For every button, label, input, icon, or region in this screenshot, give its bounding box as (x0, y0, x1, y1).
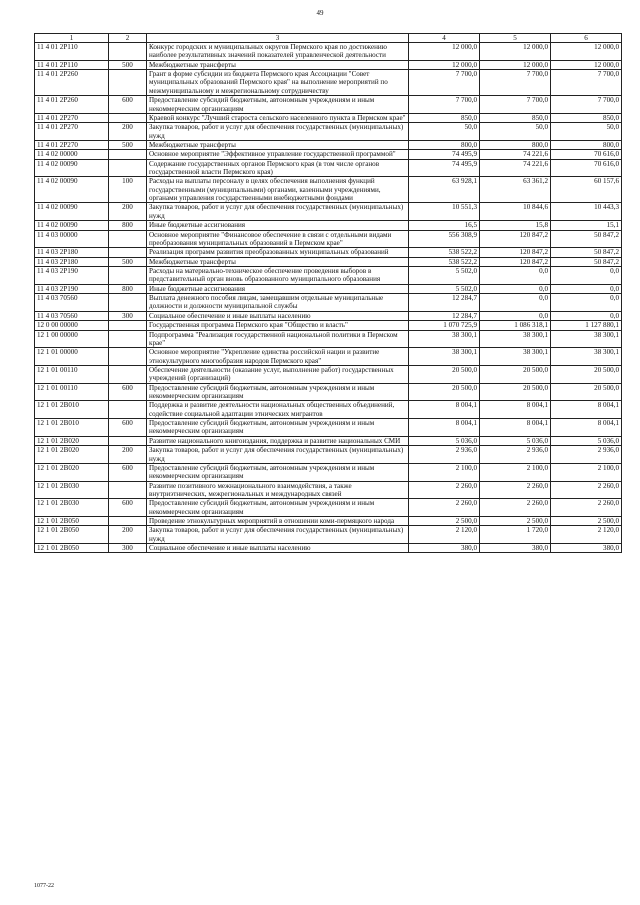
column-header: 4 (409, 34, 480, 43)
row-code: 11 4 03 70560 (35, 311, 109, 320)
table-row (35, 294, 622, 312)
row-value-col4: 63 928,1 (409, 177, 480, 203)
row-description: Поддержка и развитие деятельности национальных общественных объединений, содействие социальной адаптации этнических мигрантов (147, 401, 409, 419)
row-value-col6: 7 700,0 (551, 96, 622, 114)
row-expense-type: 600 (109, 499, 147, 517)
row-value-col4: 50,0 (409, 123, 480, 141)
row-value-col6: 2 100,0 (551, 463, 622, 481)
footer-code: 1077-22 (34, 883, 54, 889)
row-description: Обеспечение деятельности (оказание услуг, выполнение работ) государственных учреждений (организаций) (147, 365, 409, 383)
row-value-col4: 2 100,0 (409, 463, 480, 481)
row-value-col4: 38 300,1 (409, 330, 480, 348)
row-value-col6: 380,0 (551, 544, 622, 553)
row-expense-type (109, 401, 147, 419)
row-expense-type: 100 (109, 177, 147, 203)
row-value-col4: 538 522,2 (409, 248, 480, 257)
row-value-col4: 38 300,1 (409, 348, 480, 366)
row-value-col6: 800,0 (551, 140, 622, 149)
table-row (35, 221, 622, 230)
row-code: 11 4 03 2Р190 (35, 266, 109, 284)
row-value-col6: 850,0 (551, 113, 622, 122)
row-value-col4: 7 700,0 (409, 96, 480, 114)
row-description: Основное мероприятие "Эффективное управление государственной программой" (147, 150, 409, 159)
row-value-col6: 20 500,0 (551, 365, 622, 383)
row-code: 12 1 01 2В050 (35, 526, 109, 544)
table-row (35, 383, 622, 401)
row-value-col6: 70 616,0 (551, 159, 622, 177)
row-value-col4: 2 936,0 (409, 446, 480, 464)
row-expense-type (109, 266, 147, 284)
row-value-col4: 8 004,1 (409, 419, 480, 437)
row-value-col4: 556 308,9 (409, 230, 480, 248)
row-code: 11 4 01 2Р110 (35, 60, 109, 69)
row-value-col4: 538 522,2 (409, 257, 480, 266)
row-value-col4: 5 502,0 (409, 266, 480, 284)
row-value-col5: 15,8 (480, 221, 551, 230)
row-expense-type: 600 (109, 419, 147, 437)
table-row (35, 446, 622, 464)
row-value-col6: 5 036,0 (551, 436, 622, 445)
row-description: Предоставление субсидий бюджетным, автономным учреждениям и иным некоммерческим организациям (147, 96, 409, 114)
row-value-col4: 7 700,0 (409, 70, 480, 96)
row-value-col4: 2 500,0 (409, 517, 480, 526)
row-value-col4: 5 036,0 (409, 436, 480, 445)
row-value-col4: 800,0 (409, 140, 480, 149)
row-value-col4: 2 260,0 (409, 481, 480, 499)
row-code: 12 0 00 00000 (35, 321, 109, 330)
table-row (35, 526, 622, 544)
row-value-col6: 10 443,3 (551, 203, 622, 221)
row-code: 11 4 02 00090 (35, 177, 109, 203)
table-row (35, 159, 622, 177)
row-code: 12 1 01 2В050 (35, 517, 109, 526)
row-value-col5: 800,0 (480, 140, 551, 149)
table-row (35, 401, 622, 419)
row-expense-type: 500 (109, 257, 147, 266)
row-value-col6: 7 700,0 (551, 70, 622, 96)
table-row (35, 517, 622, 526)
table-row (35, 150, 622, 159)
table-row (35, 230, 622, 248)
row-expense-type: 600 (109, 383, 147, 401)
row-expense-type: 500 (109, 140, 147, 149)
row-value-col4: 2 120,0 (409, 526, 480, 544)
row-value-col6: 2 260,0 (551, 481, 622, 499)
table-row (35, 436, 622, 445)
table-row (35, 96, 622, 114)
table-row (35, 203, 622, 221)
row-code: 11 4 01 2Р270 (35, 113, 109, 122)
page-number: 49 (316, 9, 324, 17)
row-value-col6: 0,0 (551, 284, 622, 293)
row-description: Государственная программа Пермского края "Общество и власть" (147, 321, 409, 330)
row-value-col5: 5 036,0 (480, 436, 551, 445)
row-value-col5: 2 260,0 (480, 499, 551, 517)
row-value-col6: 8 004,1 (551, 419, 622, 437)
row-value-col4: 74 495,9 (409, 159, 480, 177)
row-value-col5: 8 004,1 (480, 401, 551, 419)
row-value-col4: 74 495,9 (409, 150, 480, 159)
row-expense-type: 800 (109, 284, 147, 293)
row-value-col5: 7 700,0 (480, 70, 551, 96)
row-value-col4: 5 502,0 (409, 284, 480, 293)
row-code: 11 4 02 00090 (35, 221, 109, 230)
row-code: 12 1 00 00000 (35, 330, 109, 348)
row-expense-type: 200 (109, 446, 147, 464)
row-expense-type (109, 248, 147, 257)
row-expense-type: 300 (109, 544, 147, 553)
row-description: Иные бюджетные ассигнования (147, 221, 409, 230)
table-row (35, 321, 622, 330)
row-value-col5: 2 260,0 (480, 481, 551, 499)
row-code: 11 4 03 00000 (35, 230, 109, 248)
row-code: 12 1 01 2В050 (35, 544, 109, 553)
row-code: 12 1 01 2В030 (35, 499, 109, 517)
row-expense-type: 200 (109, 526, 147, 544)
table-row (35, 419, 622, 437)
row-expense-type: 600 (109, 96, 147, 114)
table-row (35, 499, 622, 517)
row-description: Развитие национального книгоиздания, поддержка и развитие национальных СМИ (147, 436, 409, 445)
row-code: 12 1 01 2В020 (35, 463, 109, 481)
row-value-col5: 1 720,0 (480, 526, 551, 544)
row-value-col6: 2 500,0 (551, 517, 622, 526)
row-code: 12 1 01 2В020 (35, 436, 109, 445)
row-expense-type: 600 (109, 463, 147, 481)
table-row (35, 266, 622, 284)
row-code: 11 4 03 70560 (35, 294, 109, 312)
row-expense-type (109, 159, 147, 177)
row-value-col5: 12 000,0 (480, 60, 551, 69)
row-code: 11 4 01 2Р110 (35, 43, 109, 61)
row-description: Предоставление субсидий бюджетным, автономным учреждениям и иным некоммерческим организациям (147, 383, 409, 401)
table-row (35, 60, 622, 69)
row-code: 11 4 01 2Р260 (35, 96, 109, 114)
row-description: Развитие позитивного межнационального взаимодействия, а также внутриэтнических, межрегиональных и международных связей (147, 481, 409, 499)
row-expense-type (109, 330, 147, 348)
row-value-col5: 120 847,2 (480, 230, 551, 248)
row-value-col6: 70 616,0 (551, 150, 622, 159)
row-description: Закупка товаров, работ и услуг для обеспечения государственных (муниципальных) нужд (147, 123, 409, 141)
row-value-col6: 12 000,0 (551, 60, 622, 69)
row-value-col5: 38 300,1 (480, 348, 551, 366)
row-value-col4: 16,5 (409, 221, 480, 230)
row-description: Проведение этнокультурных мероприятий в отношении коми-пермяцкого народа (147, 517, 409, 526)
row-description: Расходы на выплаты персоналу в целях обеспечения выполнения функций государственными (муниципальными) органами, казенными учреждениями, органами управления государственными внебюджетными фондами (147, 177, 409, 203)
row-value-col6: 2 936,0 (551, 446, 622, 464)
column-header: 3 (147, 34, 409, 43)
row-code: 12 1 01 2В030 (35, 481, 109, 499)
row-value-col5: 120 847,2 (480, 257, 551, 266)
row-description: Краевой конкурс "Лучший староста сельского населенного пункта в Пермском крае" (147, 113, 409, 122)
table-row (35, 123, 622, 141)
row-value-col5: 1 086 318,1 (480, 321, 551, 330)
row-description: Закупка товаров, работ и услуг для обеспечения государственных (муниципальных) нужд (147, 203, 409, 221)
row-code: 11 4 02 00090 (35, 159, 109, 177)
row-expense-type (109, 70, 147, 96)
row-value-col5: 63 361,2 (480, 177, 551, 203)
row-code: 12 1 01 00000 (35, 348, 109, 366)
row-value-col6: 50 847,2 (551, 230, 622, 248)
row-description: Иные бюджетные ассигнования (147, 284, 409, 293)
row-value-col5: 0,0 (480, 284, 551, 293)
row-code: 11 4 03 2Р180 (35, 257, 109, 266)
row-code: 11 4 03 2Р180 (35, 248, 109, 257)
row-expense-type (109, 517, 147, 526)
row-value-col5: 0,0 (480, 294, 551, 312)
row-value-col4: 12 284,7 (409, 294, 480, 312)
row-description: Межбюджетные трансферты (147, 140, 409, 149)
row-value-col4: 12 000,0 (409, 60, 480, 69)
table-row (35, 70, 622, 96)
row-value-col4: 380,0 (409, 544, 480, 553)
row-value-col5: 10 844,6 (480, 203, 551, 221)
row-description: Социальное обеспечение и иные выплаты населению (147, 311, 409, 320)
row-value-col4: 1 070 725,9 (409, 321, 480, 330)
row-value-col6: 38 300,1 (551, 348, 622, 366)
row-description: Основное мероприятие "Укрепление единства российской нации и развитие этнокультурного многообразия народов Пермского края" (147, 348, 409, 366)
row-expense-type (109, 150, 147, 159)
row-value-col4: 12 284,7 (409, 311, 480, 320)
row-value-col5: 0,0 (480, 266, 551, 284)
row-expense-type: 300 (109, 311, 147, 320)
table-row (35, 248, 622, 257)
row-description: Предоставление субсидий бюджетным, автономным учреждениям и иным некоммерческим организациям (147, 463, 409, 481)
row-expense-type (109, 113, 147, 122)
row-value-col6: 8 004,1 (551, 401, 622, 419)
row-description: Закупка товаров, работ и услуг для обеспечения государственных (муниципальных) нужд (147, 526, 409, 544)
table-row (35, 463, 622, 481)
row-code: 11 4 01 2Р270 (35, 123, 109, 141)
row-expense-type (109, 230, 147, 248)
row-value-col5: 8 004,1 (480, 419, 551, 437)
row-value-col5: 850,0 (480, 113, 551, 122)
row-value-col6: 2 260,0 (551, 499, 622, 517)
row-value-col4: 850,0 (409, 113, 480, 122)
row-code: 11 4 02 00090 (35, 203, 109, 221)
budget-table (34, 33, 622, 553)
table-row (35, 544, 622, 553)
row-value-col5: 2 936,0 (480, 446, 551, 464)
row-value-col4: 10 551,3 (409, 203, 480, 221)
row-value-col6: 0,0 (551, 294, 622, 312)
row-description: Предоставление субсидий бюджетным, автономным учреждениям и иным некоммерческим организациям (147, 499, 409, 517)
row-code: 12 1 01 2В010 (35, 419, 109, 437)
row-expense-type: 200 (109, 203, 147, 221)
row-expense-type (109, 481, 147, 499)
row-value-col5: 0,0 (480, 311, 551, 320)
row-value-col5: 74 221,6 (480, 150, 551, 159)
row-value-col6: 20 500,0 (551, 383, 622, 401)
row-value-col5: 38 300,1 (480, 330, 551, 348)
row-value-col5: 2 100,0 (480, 463, 551, 481)
row-value-col6: 50 847,2 (551, 257, 622, 266)
row-expense-type (109, 348, 147, 366)
row-value-col6: 0,0 (551, 266, 622, 284)
table-row (35, 113, 622, 122)
column-header: 5 (480, 34, 551, 43)
row-expense-type (109, 43, 147, 61)
column-header: 2 (109, 34, 147, 43)
row-value-col5: 120 847,2 (480, 248, 551, 257)
row-expense-type (109, 365, 147, 383)
row-expense-type (109, 436, 147, 445)
table-row (35, 330, 622, 348)
table-row (35, 284, 622, 293)
row-code: 11 4 03 2Р190 (35, 284, 109, 293)
row-value-col4: 20 500,0 (409, 365, 480, 383)
row-value-col6: 50 847,2 (551, 248, 622, 257)
row-description: Конкурс городских и муниципальных округов Пермского края по достижению наиболее результативных значений показателей управленческой деятельности (147, 43, 409, 61)
row-description: Социальное обеспечение и иные выплаты населению (147, 544, 409, 553)
row-code: 12 1 01 2В020 (35, 446, 109, 464)
row-code: 11 4 01 2Р270 (35, 140, 109, 149)
row-value-col4: 8 004,1 (409, 401, 480, 419)
row-value-col6: 15,1 (551, 221, 622, 230)
row-description: Расходы на материально-техническое обеспечение проведения выборов в представительный орган вновь образованного муниципального образования (147, 266, 409, 284)
row-value-col5: 20 500,0 (480, 383, 551, 401)
row-value-col5: 74 221,6 (480, 159, 551, 177)
table-row (35, 140, 622, 149)
row-value-col6: 2 120,0 (551, 526, 622, 544)
row-value-col6: 38 300,1 (551, 330, 622, 348)
table-row (35, 481, 622, 499)
row-expense-type (109, 321, 147, 330)
column-header: 6 (551, 34, 622, 43)
row-description: Реализация программ развития преобразованных муниципальных образований (147, 248, 409, 257)
row-expense-type: 800 (109, 221, 147, 230)
row-value-col5: 12 000,0 (480, 43, 551, 61)
row-code: 11 4 01 2Р260 (35, 70, 109, 96)
row-expense-type (109, 294, 147, 312)
table-row (35, 311, 622, 320)
row-value-col4: 2 260,0 (409, 499, 480, 517)
column-header: 1 (35, 34, 109, 43)
table-row (35, 257, 622, 266)
row-description: Закупка товаров, работ и услуг для обеспечения государственных (муниципальных) нужд (147, 446, 409, 464)
row-code: 12 1 01 2В010 (35, 401, 109, 419)
row-value-col6: 12 000,0 (551, 43, 622, 61)
row-description: Грант в форме субсидии из бюджета Пермского края Ассоциации "Совет муниципальных образований Пермского края" на выполнение мероприятий по межмуниципальному и межрегиональному сотрудничеству (147, 70, 409, 96)
row-code: 11 4 02 00000 (35, 150, 109, 159)
row-description: Основное мероприятие "Финансовое обеспечение в связи с отдельными видами преобразования муниципальных образований в Пермском крае" (147, 230, 409, 248)
row-value-col5: 20 500,0 (480, 365, 551, 383)
row-description: Предоставление субсидий бюджетным, автономным учреждениям и иным некоммерческим организациям (147, 419, 409, 437)
row-description: Выплата денежного пособия лицам, замещавшим отдельные муниципальные должности и должности муниципальной службы (147, 294, 409, 312)
row-value-col5: 50,0 (480, 123, 551, 141)
row-code: 12 1 01 00110 (35, 383, 109, 401)
row-expense-type: 500 (109, 60, 147, 69)
row-value-col5: 380,0 (480, 544, 551, 553)
table-row (35, 43, 622, 61)
row-value-col6: 0,0 (551, 311, 622, 320)
row-expense-type: 200 (109, 123, 147, 141)
table-row (35, 177, 622, 203)
table-row (35, 365, 622, 383)
row-value-col4: 12 000,0 (409, 43, 480, 61)
row-description: Межбюджетные трансферты (147, 60, 409, 69)
row-value-col4: 20 500,0 (409, 383, 480, 401)
row-description: Межбюджетные трансферты (147, 257, 409, 266)
row-value-col6: 60 157,6 (551, 177, 622, 203)
row-value-col6: 50,0 (551, 123, 622, 141)
row-code: 12 1 01 00110 (35, 365, 109, 383)
table-header-row (35, 34, 622, 43)
row-description: Подпрограмма "Реализация государственной национальной политики в Пермском крае" (147, 330, 409, 348)
row-value-col6: 1 127 880,1 (551, 321, 622, 330)
row-value-col5: 7 700,0 (480, 96, 551, 114)
row-description: Содержание государственных органов Пермского края (в том числе органов государственной власти Пермского края) (147, 159, 409, 177)
row-value-col5: 2 500,0 (480, 517, 551, 526)
table-row (35, 348, 622, 366)
